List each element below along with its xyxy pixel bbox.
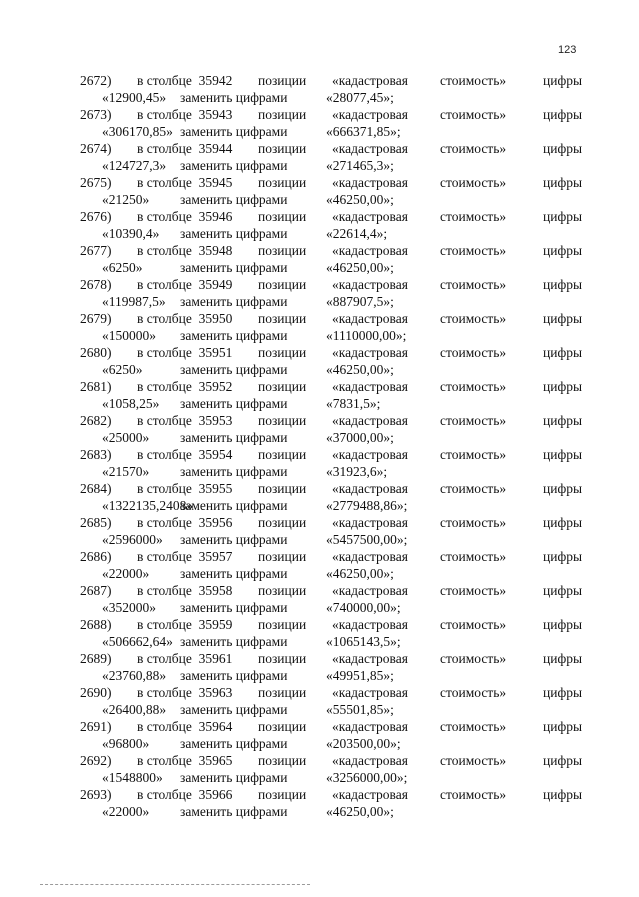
cost-word: стоимость» [440, 311, 507, 326]
new-value: «1065143,5»; [326, 634, 401, 649]
amendment-list [0, 72, 639, 820]
list-item [0, 582, 639, 616]
position-word: позиции [258, 515, 307, 530]
cost-word: стоимость» [440, 107, 507, 122]
digits-word: цифры [543, 549, 583, 564]
position-word: позиции [258, 583, 307, 598]
cost-word: стоимость» [440, 685, 507, 700]
cost-word: стоимость» [440, 379, 507, 394]
entry-number: 2684) [80, 481, 112, 496]
position-word: позиции [258, 345, 307, 360]
digits-word: цифры [543, 617, 583, 632]
digits-word: цифры [543, 481, 583, 496]
position-word: позиции [258, 243, 307, 258]
digits-word: цифры [543, 107, 583, 122]
entry-number: 2683) [80, 447, 112, 462]
cost-word: стоимость» [440, 243, 507, 258]
replace-phrase: заменить цифрами [180, 260, 288, 275]
old-value: «150000» [102, 328, 156, 343]
digits-word: цифры [543, 787, 583, 802]
cadastral-word: «кадастровая [332, 583, 408, 598]
new-value: «2779488,86»; [326, 498, 408, 513]
new-value: «1110000,00»; [326, 328, 407, 343]
old-value: «23760,88» [102, 668, 167, 683]
replace-phrase: заменить цифрами [180, 634, 288, 649]
entry-text: в столбце 35965 [137, 753, 233, 768]
entry-text: в столбце 35954 [137, 447, 233, 462]
position-word: позиции [258, 549, 307, 564]
position-word: позиции [258, 311, 307, 326]
cost-word: стоимость» [440, 175, 507, 190]
cadastral-word: «кадастровая [332, 141, 408, 156]
cadastral-word: «кадастровая [332, 719, 408, 734]
entry-number: 2676) [80, 209, 112, 224]
cadastral-word: «кадастровая [332, 787, 408, 802]
entry-number: 2672) [80, 73, 112, 88]
digits-word: цифры [543, 345, 583, 360]
cadastral-word: «кадастровая [332, 549, 408, 564]
entry-text: в столбце 35942 [137, 73, 233, 88]
old-value: «26400,88» [102, 702, 167, 717]
position-word: позиции [258, 141, 307, 156]
replace-phrase: заменить цифрами [180, 566, 288, 581]
list-item [0, 718, 639, 752]
list-item [0, 378, 639, 412]
cadastral-word: «кадастровая [332, 685, 408, 700]
new-value: «666371,85»; [326, 124, 401, 139]
position-word: позиции [258, 481, 307, 496]
replace-phrase: заменить цифрами [180, 804, 288, 819]
old-value: «6250» [102, 362, 143, 377]
list-item [0, 650, 639, 684]
new-value: «5457500,00»; [326, 532, 408, 547]
new-value: «46250,00»; [326, 362, 394, 377]
replace-phrase: заменить цифрами [180, 498, 288, 513]
list-item [0, 446, 639, 480]
entry-text: в столбце 35966 [137, 787, 233, 802]
entry-text: в столбце 35955 [137, 481, 233, 496]
position-word: позиции [258, 277, 307, 292]
digits-word: цифры [543, 719, 583, 734]
entry-text: в столбце 35961 [137, 651, 233, 666]
cost-word: стоимость» [440, 549, 507, 564]
old-value: «1548800» [102, 770, 163, 785]
old-value: «1322135,2408» [102, 498, 194, 513]
cadastral-word: «кадастровая [332, 379, 408, 394]
position-word: позиции [258, 719, 307, 734]
old-value: «21570» [102, 464, 150, 479]
cost-word: стоимость» [440, 515, 507, 530]
new-value: «271465,3»; [326, 158, 394, 173]
cost-word: стоимость» [440, 753, 507, 768]
replace-phrase: заменить цифрами [180, 770, 288, 785]
new-value: «740000,00»; [326, 600, 401, 615]
cost-word: стоимость» [440, 141, 507, 156]
digits-word: цифры [543, 753, 583, 768]
position-word: позиции [258, 209, 307, 224]
replace-phrase: заменить цифрами [180, 124, 288, 139]
replace-phrase: заменить цифрами [180, 702, 288, 717]
replace-phrase: заменить цифрами [180, 464, 288, 479]
entry-number: 2692) [80, 753, 112, 768]
old-value: «6250» [102, 260, 143, 275]
digits-word: цифры [543, 413, 583, 428]
position-word: позиции [258, 787, 307, 802]
list-item [0, 106, 639, 140]
digits-word: цифры [543, 209, 583, 224]
replace-phrase: заменить цифрами [180, 668, 288, 683]
new-value: «28077,45»; [326, 90, 394, 105]
list-item [0, 344, 639, 378]
cost-word: стоимость» [440, 73, 507, 88]
digits-word: цифры [543, 583, 583, 598]
new-value: «46250,00»; [326, 260, 394, 275]
position-word: позиции [258, 379, 307, 394]
cost-word: стоимость» [440, 209, 507, 224]
list-item [0, 412, 639, 446]
list-item [0, 752, 639, 786]
old-value: «12900,45» [102, 90, 167, 105]
new-value: «46250,00»; [326, 804, 394, 819]
list-item [0, 174, 639, 208]
digits-word: цифры [543, 277, 583, 292]
entry-text: в столбце 35958 [137, 583, 233, 598]
cost-word: стоимость» [440, 345, 507, 360]
replace-phrase: заменить цифрами [180, 430, 288, 445]
replace-phrase: заменить цифрами [180, 736, 288, 751]
cost-word: стоимость» [440, 447, 507, 462]
entry-text: в столбце 35956 [137, 515, 233, 530]
cost-word: стоимость» [440, 413, 507, 428]
entry-number: 2680) [80, 345, 112, 360]
cost-word: стоимость» [440, 583, 507, 598]
entry-number: 2682) [80, 413, 112, 428]
digits-word: цифры [543, 141, 583, 156]
entry-number: 2681) [80, 379, 112, 394]
new-value: «31923,6»; [326, 464, 388, 479]
list-item [0, 310, 639, 344]
entry-text: в столбце 35963 [137, 685, 233, 700]
entry-text: в столбце 35943 [137, 107, 233, 122]
list-item [0, 684, 639, 718]
entry-text: в столбце 35945 [137, 175, 233, 190]
replace-phrase: заменить цифрами [180, 294, 288, 309]
digits-word: цифры [543, 651, 583, 666]
footer-divider [40, 884, 310, 885]
replace-phrase: заменить цифрами [180, 328, 288, 343]
entry-number: 2687) [80, 583, 112, 598]
replace-phrase: заменить цифрами [180, 226, 288, 241]
list-item [0, 72, 639, 106]
entry-text: в столбце 35959 [137, 617, 233, 632]
list-item [0, 208, 639, 242]
cadastral-word: «кадастровая [332, 73, 408, 88]
new-value: «49951,85»; [326, 668, 394, 683]
list-item [0, 786, 639, 820]
new-value: «887907,5»; [326, 294, 394, 309]
digits-word: цифры [543, 311, 583, 326]
list-item [0, 514, 639, 548]
replace-phrase: заменить цифрами [180, 158, 288, 173]
new-value: «3256000,00»; [326, 770, 408, 785]
cadastral-word: «кадастровая [332, 175, 408, 190]
entry-number: 2693) [80, 787, 112, 802]
new-value: «7831,5»; [326, 396, 381, 411]
old-value: «119987,5» [102, 294, 166, 309]
entry-number: 2685) [80, 515, 112, 530]
position-word: позиции [258, 175, 307, 190]
cadastral-word: «кадастровая [332, 617, 408, 632]
entry-text: в столбце 35953 [137, 413, 233, 428]
cadastral-word: «кадастровая [332, 447, 408, 462]
old-value: «96800» [102, 736, 150, 751]
cost-word: стоимость» [440, 481, 507, 496]
entry-number: 2690) [80, 685, 112, 700]
entry-text: в столбце 35946 [137, 209, 233, 224]
new-value: «37000,00»; [326, 430, 394, 445]
new-value: «203500,00»; [326, 736, 401, 751]
entry-number: 2675) [80, 175, 112, 190]
new-value: «46250,00»; [326, 192, 394, 207]
old-value: «22000» [102, 566, 150, 581]
replace-phrase: заменить цифрами [180, 362, 288, 377]
entry-number: 2678) [80, 277, 112, 292]
position-word: позиции [258, 73, 307, 88]
old-value: «22000» [102, 804, 150, 819]
digits-word: цифры [543, 379, 583, 394]
entry-text: в столбце 35952 [137, 379, 233, 394]
cadastral-word: «кадастровая [332, 107, 408, 122]
position-word: позиции [258, 685, 307, 700]
cadastral-word: «кадастровая [332, 753, 408, 768]
entry-text: в столбце 35944 [137, 141, 233, 156]
cost-word: стоимость» [440, 617, 507, 632]
old-value: «506662,64» [102, 634, 173, 649]
position-word: позиции [258, 617, 307, 632]
entry-text: в столбце 35951 [137, 345, 233, 360]
cost-word: стоимость» [440, 719, 507, 734]
digits-word: цифры [543, 515, 583, 530]
cadastral-word: «кадастровая [332, 413, 408, 428]
cadastral-word: «кадастровая [332, 209, 408, 224]
old-value: «10390,4» [102, 226, 160, 241]
old-value: «306170,85» [102, 124, 173, 139]
entry-number: 2677) [80, 243, 112, 258]
old-value: «124727,3» [102, 158, 167, 173]
cadastral-word: «кадастровая [332, 651, 408, 666]
replace-phrase: заменить цифрами [180, 532, 288, 547]
old-value: «2596000» [102, 532, 163, 547]
list-item [0, 548, 639, 582]
replace-phrase: заменить цифрами [180, 192, 288, 207]
list-item [0, 140, 639, 174]
list-item [0, 242, 639, 276]
cost-word: стоимость» [440, 787, 507, 802]
digits-word: цифры [543, 175, 583, 190]
entry-text: в столбце 35950 [137, 311, 233, 326]
page-number: 123 [558, 44, 577, 56]
position-word: позиции [258, 107, 307, 122]
entry-text: в столбце 35957 [137, 549, 233, 564]
new-value: «22614,4»; [326, 226, 388, 241]
new-value: «55501,85»; [326, 702, 394, 717]
digits-word: цифры [543, 447, 583, 462]
cadastral-word: «кадастровая [332, 311, 408, 326]
old-value: «1058,25» [102, 396, 160, 411]
cost-word: стоимость» [440, 277, 507, 292]
position-word: позиции [258, 413, 307, 428]
entry-text: в столбце 35949 [137, 277, 233, 292]
digits-word: цифры [543, 685, 583, 700]
entry-number: 2689) [80, 651, 112, 666]
old-value: «352000» [102, 600, 156, 615]
digits-word: цифры [543, 243, 583, 258]
entry-number: 2688) [80, 617, 112, 632]
entry-number: 2679) [80, 311, 112, 326]
list-item [0, 616, 639, 650]
old-value: «21250» [102, 192, 150, 207]
entry-number: 2691) [80, 719, 112, 734]
cadastral-word: «кадастровая [332, 345, 408, 360]
old-value: «25000» [102, 430, 150, 445]
digits-word: цифры [543, 73, 583, 88]
cadastral-word: «кадастровая [332, 481, 408, 496]
cadastral-word: «кадастровая [332, 277, 408, 292]
entry-number: 2673) [80, 107, 112, 122]
cost-word: стоимость» [440, 651, 507, 666]
list-item [0, 276, 639, 310]
replace-phrase: заменить цифрами [180, 90, 288, 105]
position-word: позиции [258, 447, 307, 462]
cadastral-word: «кадастровая [332, 515, 408, 530]
new-value: «46250,00»; [326, 566, 394, 581]
entry-number: 2674) [80, 141, 112, 156]
entry-text: в столбце 35964 [137, 719, 233, 734]
replace-phrase: заменить цифрами [180, 600, 288, 615]
position-word: позиции [258, 753, 307, 768]
position-word: позиции [258, 651, 307, 666]
replace-phrase: заменить цифрами [180, 396, 288, 411]
cadastral-word: «кадастровая [332, 243, 408, 258]
entry-text: в столбце 35948 [137, 243, 233, 258]
list-item [0, 480, 639, 514]
entry-number: 2686) [80, 549, 112, 564]
